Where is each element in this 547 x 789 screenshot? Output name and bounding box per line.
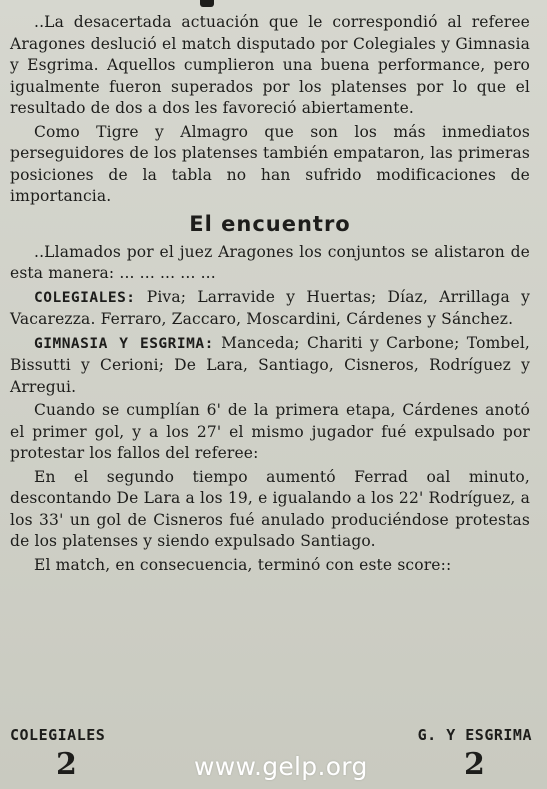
away-team: G. Y ESGRIMA [417, 726, 532, 744]
intro-paragraph: ..La desacertada actuación que le correspondió al referee Aragones deslució el match disputado por Colegiales y Gimnasia y Esgrima. Aquellos cumplieron una buena performance, pero igualmente fueron superados por los platenses por lo que el resultado de dos a dos les favoreció abiertamente. [10, 13, 530, 117]
lineup-intro: ..Llamados por el juez Aragones los conjuntos se alistaron de esta manera: ... ... ... ... ... [10, 242, 530, 282]
team2-lineup: Manceda; Chariti y Carbone; Tombel, Bissutti y Cerioni; De Lara, Santiago, Cisneros, Rodríguez y Arregui. [10, 333, 531, 396]
home-goals: 2 [56, 747, 77, 782]
home-team: COLEGIALES [10, 726, 106, 744]
site-watermark: www.gelp.org [194, 752, 368, 781]
team2-label: GIMNASIA Y ESGRIMA: [34, 335, 214, 352]
first-half-paragraph: Cuando se cumplían 6' de la primera etapa, Cárdenes anotó el primer gol, y a los 27' el mismo jugador fué expulsado por protestar los fallos del referee: [10, 401, 530, 462]
team1-lineup: Piva; Larravide y Huertas; Díaz, Arrillaga y Vacarezza. Ferraro, Zaccaro, Moscardini, Cárdenes y Sánchez. [10, 287, 530, 328]
subheading: El encuentro [189, 211, 351, 236]
away-goals: 2 [464, 747, 485, 782]
team1-label: COLEGIALES: [34, 289, 136, 306]
conclusion-paragraph: El match, en consecuencia, terminó con este score:: [34, 555, 452, 574]
second-half-paragraph: En el segundo tiempo aumentó Ferrad oal minuto, descontando De Lara a los 19, e igualando a los 22' Rodríguez, a los 33' un gol de Cisneros fué anulado produciéndose protestas de los platenses y siendo expulsado Santiago. [10, 467, 530, 550]
score-teams [10, 726, 532, 744]
team2-lineup-paragraph [10, 333, 530, 399]
article-column [10, 12, 530, 578]
standings-paragraph: Como Tigre y Almagro que son los más inmediatos perseguidores de los platenses también empataron, las primeras posiciones de la tabla no han sufrido modificaciones de importancia. [10, 122, 530, 205]
ink-blot [200, 0, 214, 7]
team1-lineup-paragraph [10, 287, 530, 331]
